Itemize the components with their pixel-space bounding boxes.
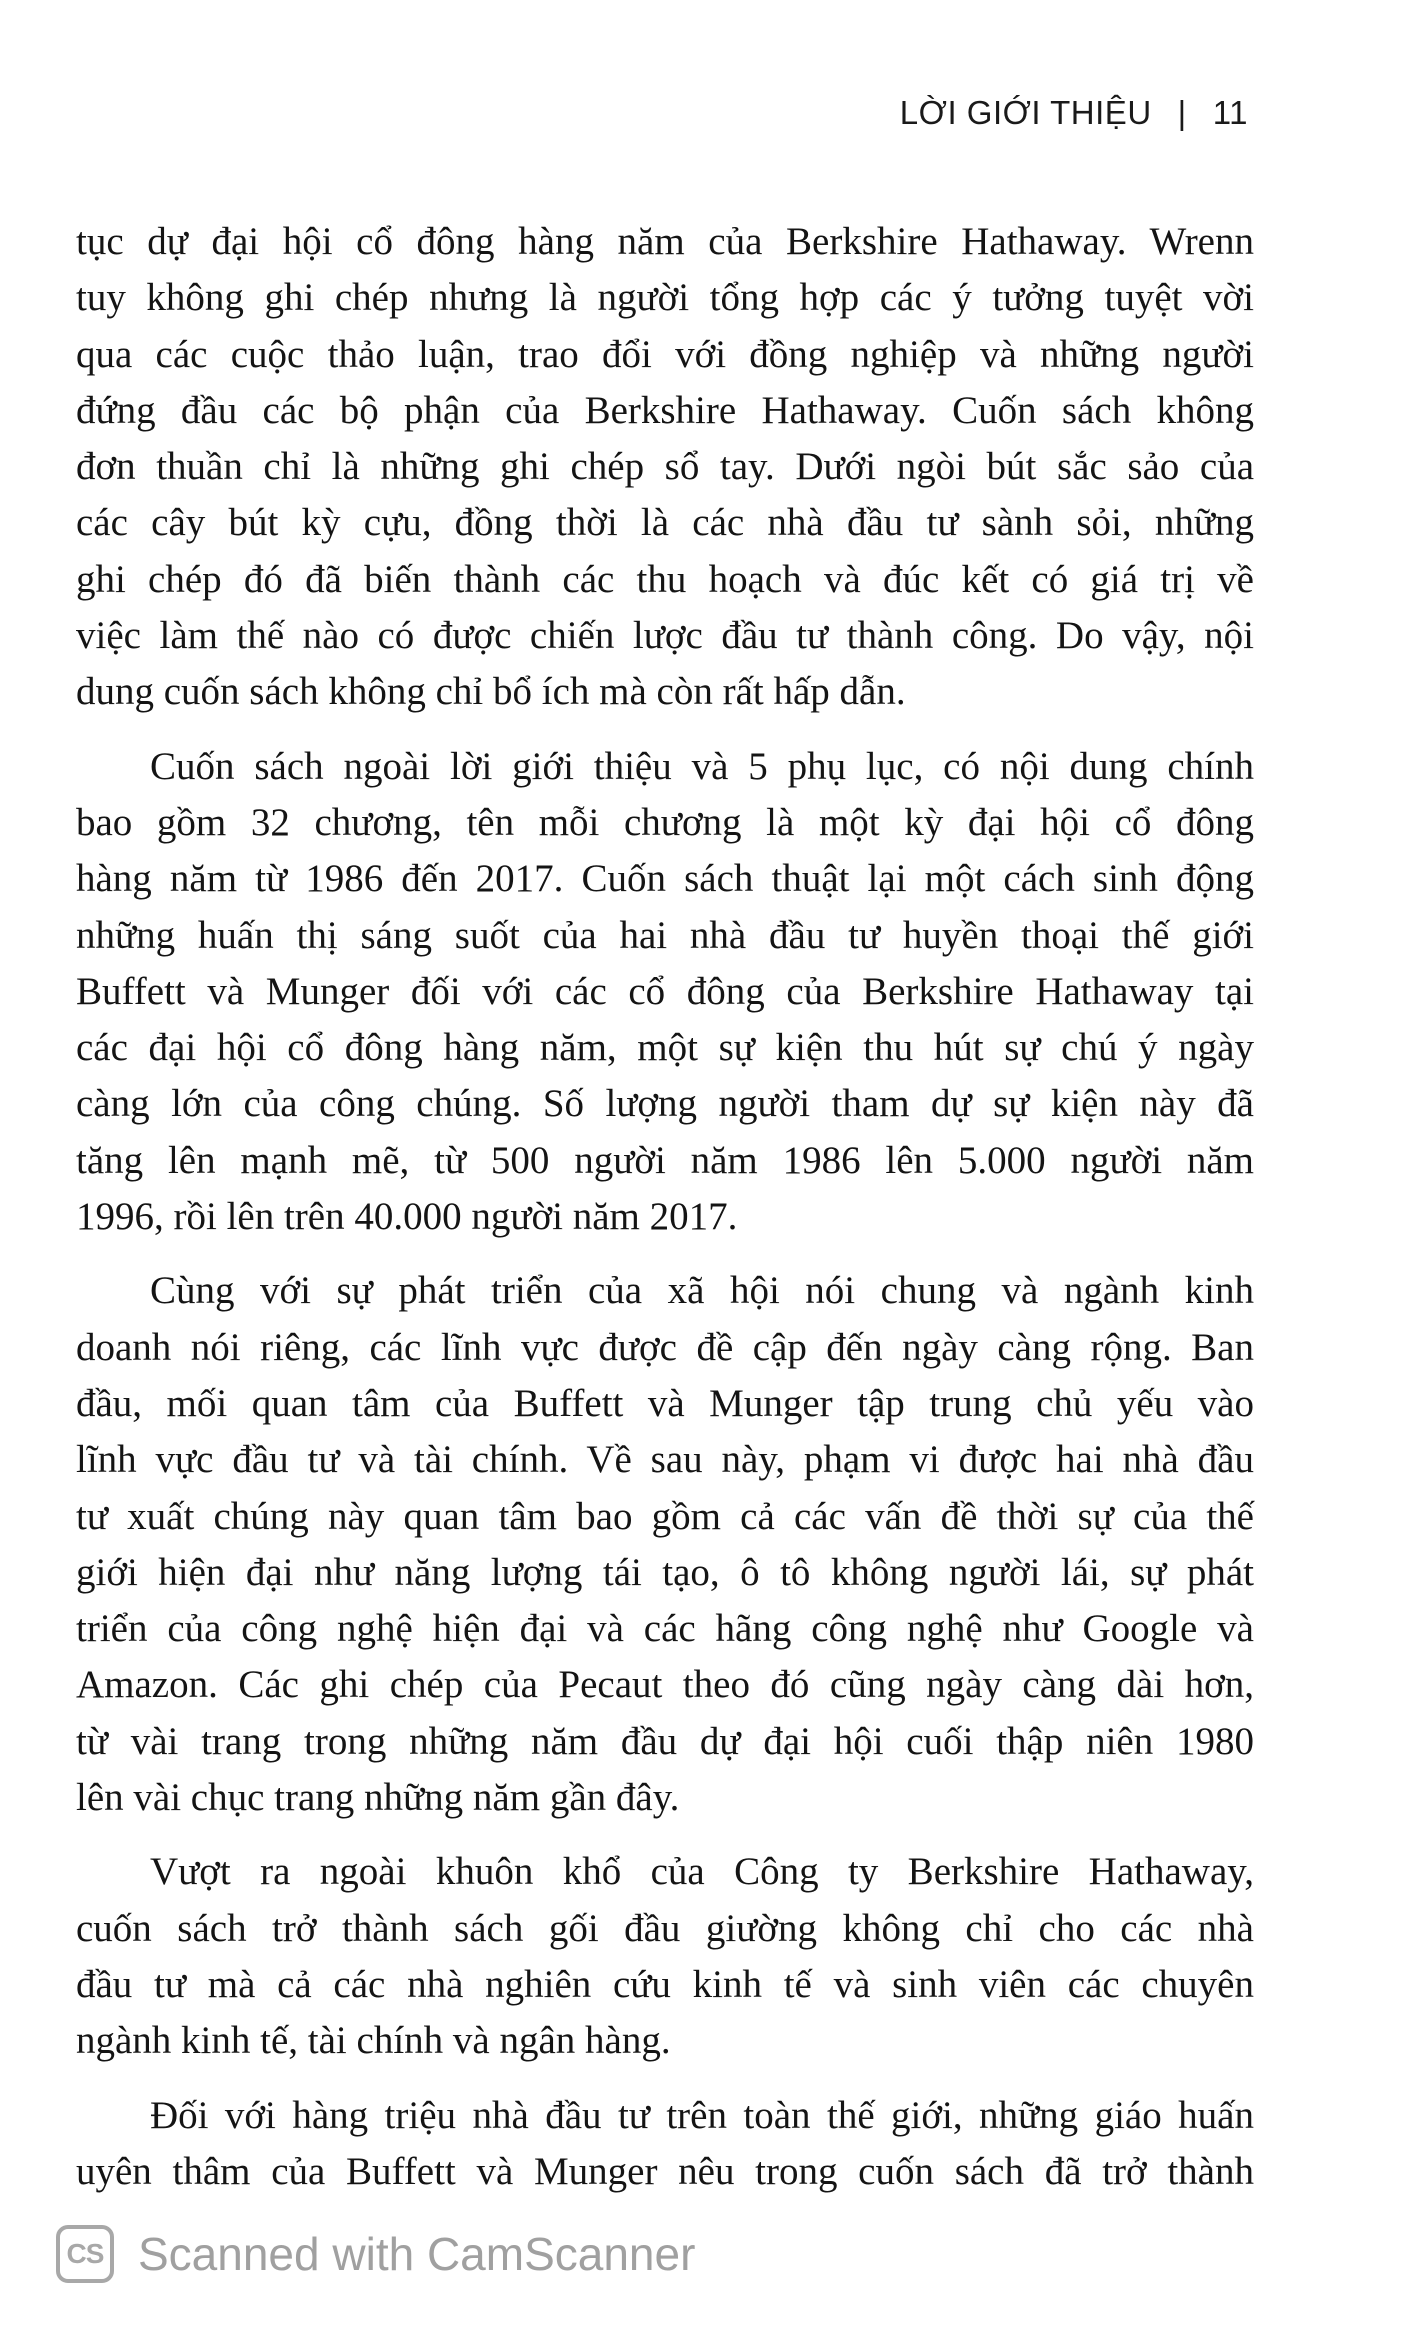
text-line: việc làm thế nào có được chiến lược đầu tư thành công. Do vậy, nội xyxy=(76,614,1254,658)
page-number: 11 xyxy=(1212,94,1248,131)
text-line: đầu tư mà cả các nhà nghiên cứu kinh tế và sinh viên các chuyên xyxy=(76,1962,1254,2006)
text-line: các đại hội cổ đông hàng năm, một sự kiện thu hút sự chú ý ngày xyxy=(76,1026,1254,1070)
text-line: từ vài trang trong những năm đầu dự đại hội cuối thập niên 1980 xyxy=(76,1719,1254,1763)
text-line: càng lớn của công chúng. Số lượng người tham dự sự kiện này đã xyxy=(76,1082,1254,1126)
header-divider: | xyxy=(1177,94,1187,131)
paragraph xyxy=(76,739,1254,1246)
body-text xyxy=(76,214,1254,2218)
text-line: Cùng với sự phát triển của xã hội nói chung và ngành kinh xyxy=(150,1269,1254,1313)
section-title: LỜI GIỚI THIỆU xyxy=(899,94,1152,131)
text-line: triển của công nghệ hiện đại và các hãng công nghệ như Google và xyxy=(76,1607,1254,1651)
text-line: lĩnh vực đầu tư và tài chính. Về sau này, phạm vi được hai nhà đầu xyxy=(76,1438,1254,1482)
text-line: 1996, rồi lên trên 40.000 người năm 2017. xyxy=(76,1195,738,1239)
text-line: tục dự đại hội cổ đông hàng năm của Berkshire Hathaway. Wrenn xyxy=(76,220,1254,263)
text-line: hàng năm từ 1986 đến 2017. Cuốn sách thuật lại một cách sinh động xyxy=(76,857,1254,901)
running-header xyxy=(900,88,1248,138)
text-line: tuy không ghi chép nhưng là người tổng hợp các ý tưởng tuyệt vời xyxy=(76,276,1254,320)
paragraph xyxy=(76,2088,1254,2201)
watermark-text: Scanned with CamScanner xyxy=(138,2228,696,2280)
text-line: đơn thuần chỉ là những ghi chép sổ tay. Dưới ngòi bút sắc sảo của xyxy=(76,445,1254,489)
text-line: Buffett và Munger đối với các cổ đông của Berkshire Hathaway tại xyxy=(76,969,1254,1013)
text-line: tư xuất chúng này quan tâm bao gồm cả các vấn đề thời sự của thế xyxy=(76,1494,1254,1538)
text-line: doanh nói riêng, các lĩnh vực được đề cập đến ngày càng rộng. Ban xyxy=(76,1325,1254,1369)
text-line: lên vài chục trang những năm gần đây. xyxy=(76,1776,680,1820)
text-line: cuốn sách trở thành sách gối đầu giường không chỉ cho các nhà xyxy=(76,1906,1254,1950)
text-line: bao gồm 32 chương, tên mỗi chương là một kỳ đại hội cổ đông xyxy=(76,800,1254,844)
paragraph xyxy=(76,1263,1254,1826)
text-line: ngành kinh tế, tài chính và ngân hàng. xyxy=(76,2019,671,2063)
text-line: dung cuốn sách không chỉ bổ ích mà còn rất hấp dẫn. xyxy=(76,670,906,714)
text-line: đứng đầu các bộ phận của Berkshire Hathaway. Cuốn sách không xyxy=(76,388,1254,432)
text-line: Đối với hàng triệu nhà đầu tư trên toàn thế giới, những giáo huấn xyxy=(150,2093,1254,2137)
text-line: ghi chép đó đã biến thành các thu hoạch và đúc kết có giá trị về xyxy=(76,557,1254,601)
text-line: những huấn thị sáng suốt của hai nhà đầu tư huyền thoại thế giới xyxy=(76,913,1254,957)
text-line: đầu, mối quan tâm của Buffett và Munger tập trung chủ yếu vào xyxy=(76,1381,1254,1425)
text-line: uyên thâm của Buffett và Munger nêu trong cuốn sách đã trở thành xyxy=(76,2149,1254,2193)
text-line: tăng lên mạnh mẽ, từ 500 người năm 1986 lên 5.000 người năm xyxy=(76,1138,1254,1182)
text-line: Vượt ra ngoài khuôn khổ của Công ty Berkshire Hathaway, xyxy=(150,1850,1254,1894)
text-line: giới hiện đại như năng lượng tái tạo, ô tô không người lái, sự phát xyxy=(76,1550,1254,1594)
paragraph xyxy=(76,214,1254,721)
scanner-watermark xyxy=(56,2214,695,2294)
camscanner-logo-icon: CS xyxy=(56,2225,114,2283)
text-line: các cây bút kỳ cựu, đồng thời là các nhà đầu tư sành sỏi, những xyxy=(76,501,1254,545)
text-line: qua các cuộc thảo luận, trao đổi với đồng nghiệp và những người xyxy=(76,332,1254,376)
paragraph xyxy=(76,1844,1254,2069)
text-line: Cuốn sách ngoài lời giới thiệu và 5 phụ lục, có nội dung chính xyxy=(150,744,1254,788)
text-line: Amazon. Các ghi chép của Pecaut theo đó cũng ngày càng dài hơn, xyxy=(76,1663,1254,1707)
